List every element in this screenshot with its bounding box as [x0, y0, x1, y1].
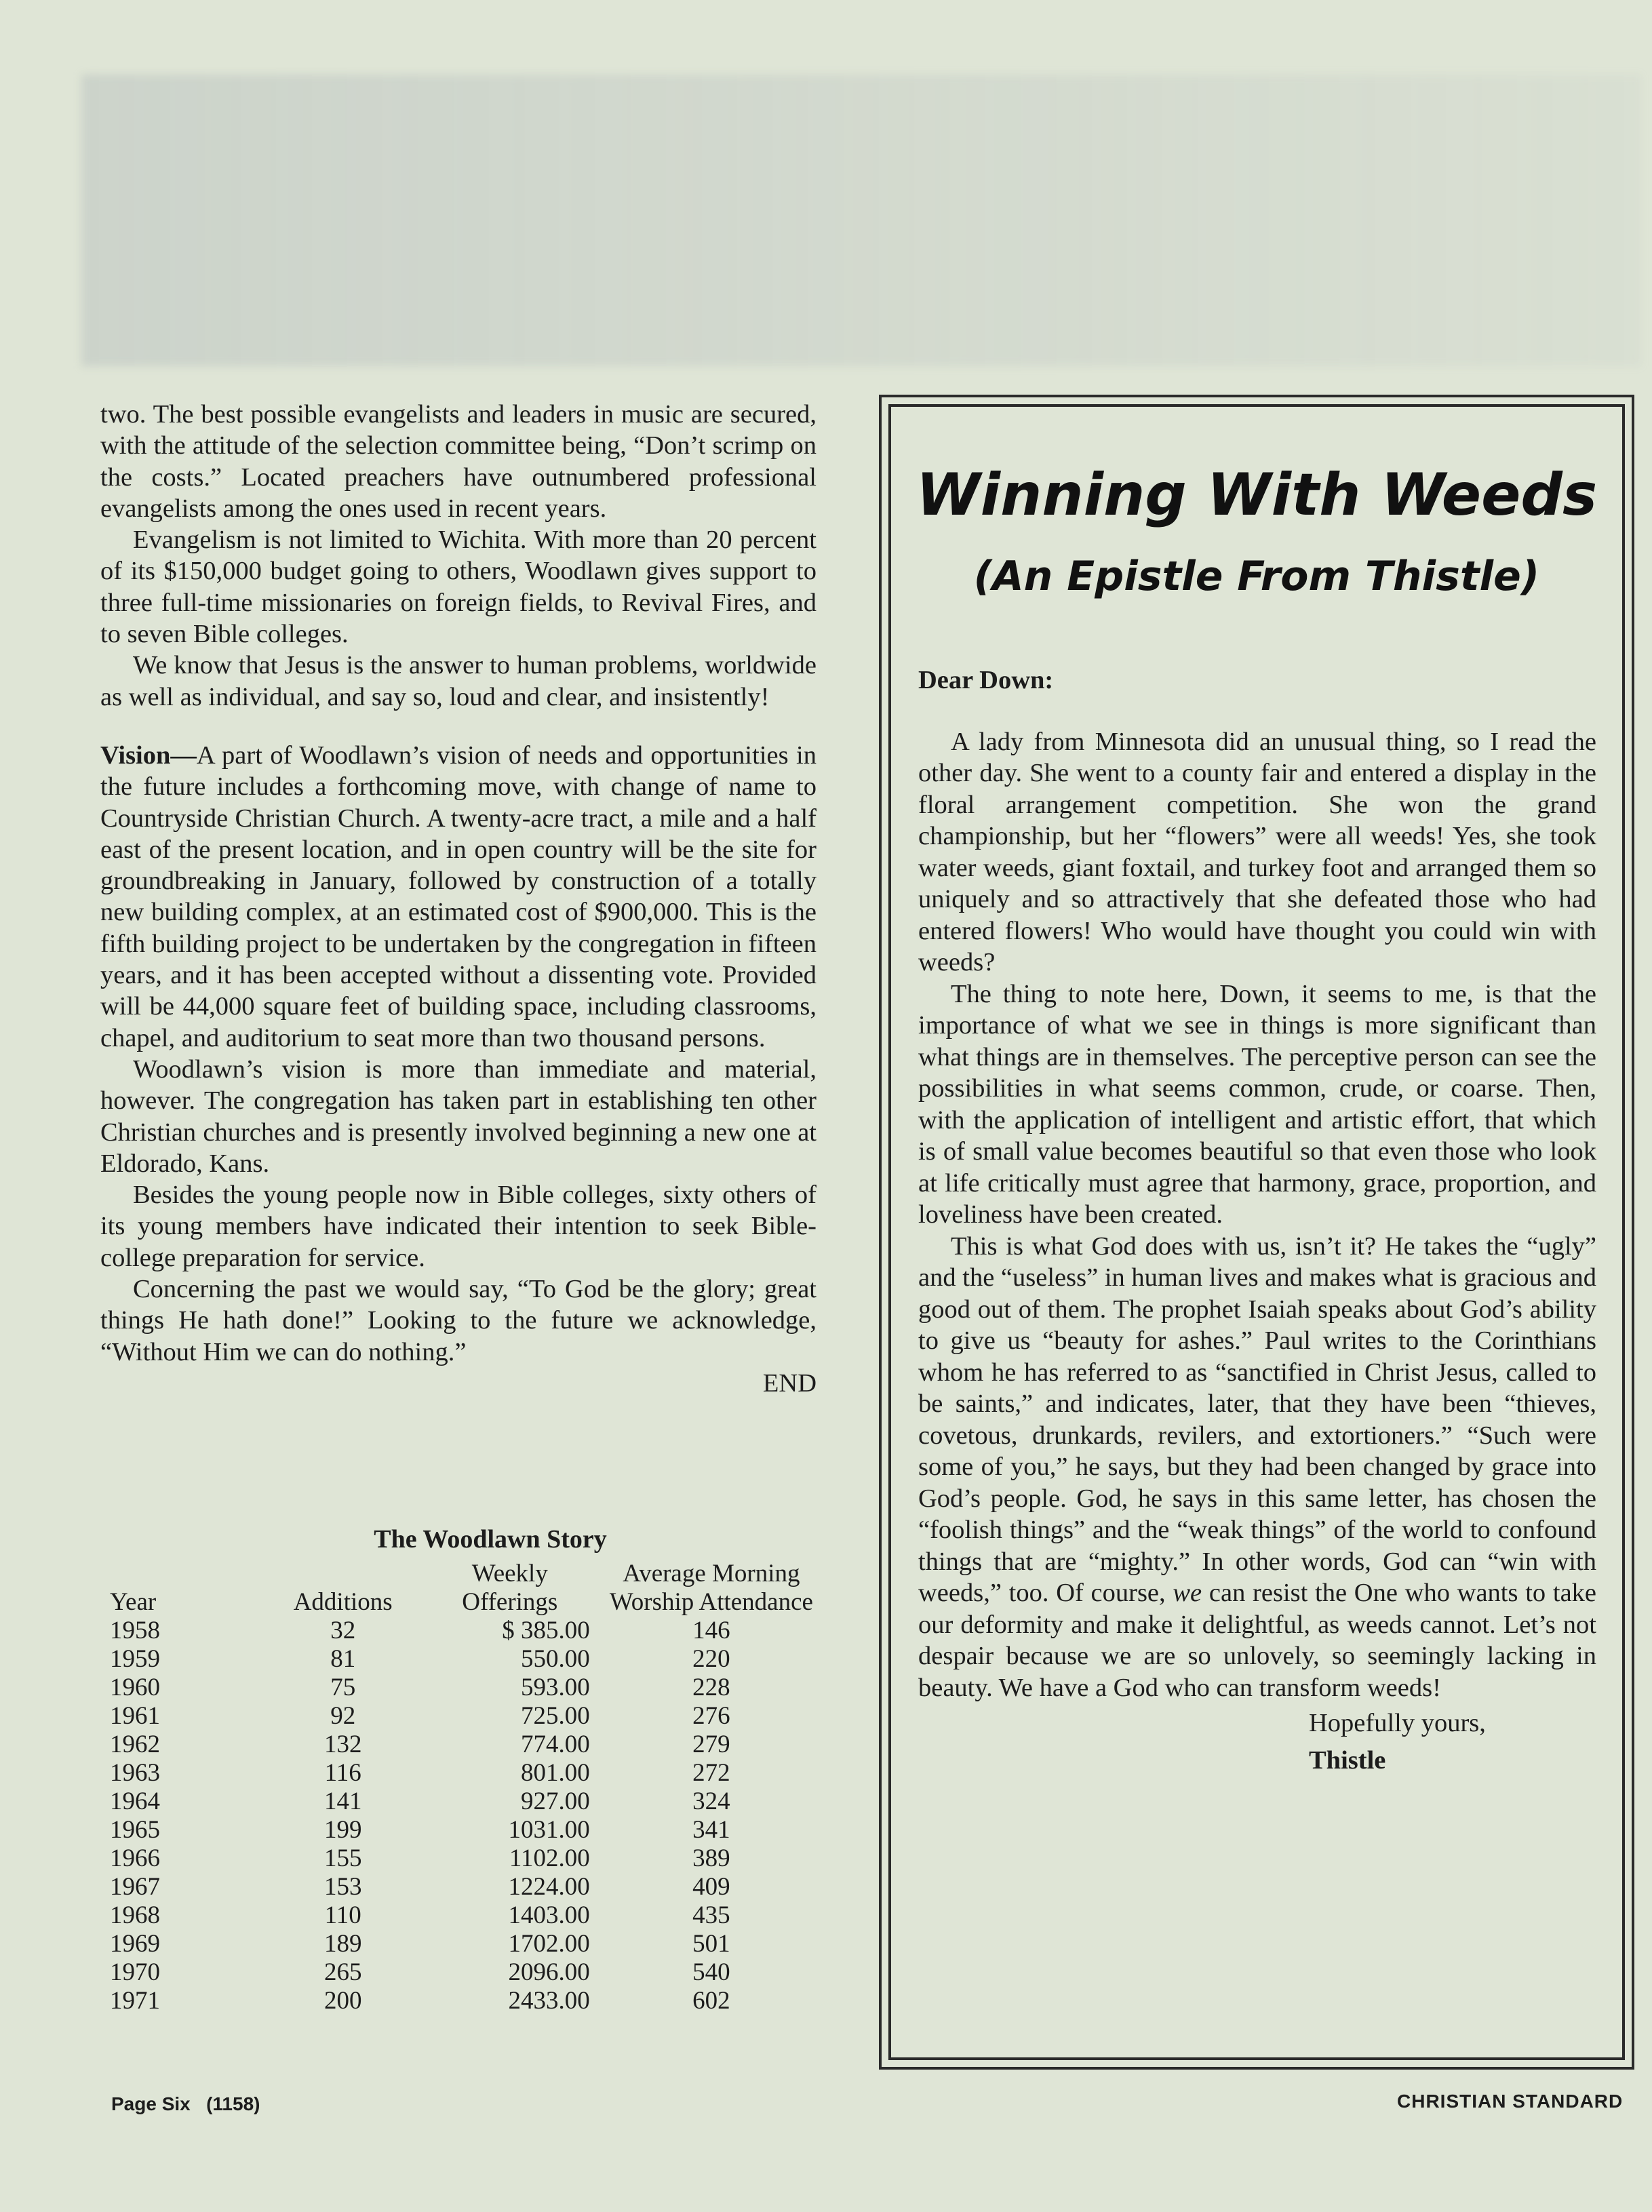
cell-additions: 141 — [323, 1788, 362, 1815]
bleed-through-heading — [81, 75, 1641, 366]
cell-year: 1964 — [110, 1788, 160, 1815]
cell-additions: 110 — [324, 1901, 361, 1929]
table-row — [100, 1788, 826, 1816]
vision-text: A part of Woodlawn’s vision of needs and opportunities in the future includes a forthcoming move, with change of name to Countryside Christian Church. A twenty-acre tract, a mile and a half east of the present location, and in open country will be the site for groundbreaking in January, followed by construction of a totally new building complex, at an estimated cost of $900,000. This is the fifth building project to be undertaken by the congregation in fifteen years, and it has been accepted without a dissenting vote. Provided will be 44,000 square feet of building space, including classrooms, chapel, and auditorium to seat more than two thousand persons. — [100, 740, 817, 1052]
cell-offerings: 2433.00 — [508, 1987, 590, 2015]
table-body — [100, 1617, 826, 2015]
cell-offerings: $ 385.00 — [502, 1617, 590, 1644]
article-column — [100, 399, 817, 1399]
table-row — [100, 1645, 826, 1674]
cell-attendance: 276 — [692, 1702, 730, 1730]
cell-attendance: 409 — [692, 1873, 730, 1901]
cell-attendance: 341 — [692, 1816, 730, 1844]
cell-additions: 116 — [324, 1759, 361, 1787]
cell-additions: 75 — [330, 1674, 356, 1701]
cell-attendance: 501 — [692, 1930, 730, 1958]
cell-attendance: 435 — [692, 1901, 730, 1929]
cell-additions: 199 — [323, 1816, 362, 1844]
cell-offerings: 1403.00 — [508, 1901, 590, 1929]
cell-attendance: 228 — [692, 1674, 730, 1701]
cell-attendance: 220 — [692, 1645, 730, 1673]
vision-heading: Vision— — [100, 740, 197, 770]
cell-year: 1967 — [110, 1873, 160, 1901]
cell-year: 1965 — [110, 1816, 160, 1844]
cell-year: 1969 — [110, 1930, 160, 1958]
cell-year: 1966 — [110, 1844, 160, 1872]
signature: Thistle — [1309, 1745, 1386, 1775]
header-additions: Additions — [293, 1588, 393, 1616]
cell-additions: 189 — [323, 1930, 362, 1958]
cell-offerings: 550.00 — [521, 1645, 590, 1673]
cell-attendance: 602 — [692, 1987, 730, 2015]
closing: Hopefully yours, — [1309, 1709, 1486, 1737]
cell-offerings: 1102.00 — [509, 1844, 590, 1872]
table-row — [100, 1930, 826, 1958]
article-paragraph: Woodlawn’s vision is more than immediate and material, however. The congregation has taken part in establishing ten other Christian churches and is presently involved beginning a new one at Eldorado, Kans. — [100, 1054, 817, 1178]
cell-additions: 132 — [323, 1731, 362, 1758]
cell-year: 1961 — [110, 1702, 160, 1730]
cell-offerings: 1224.00 — [508, 1873, 590, 1901]
article-paragraph: two. The best possible evangelists and leaders in music are secured, with the attitude of the selection committee being, “Don’t scrimp on the costs.” Located preachers have outnumbered professional evangelists among the ones used in recent years. — [100, 400, 817, 523]
table-row — [100, 1702, 826, 1731]
article-paragraph: We know that Jesus is the answer to human problems, worldwide as well as individual, and say so, loud and clear, and insistently! — [100, 651, 817, 711]
cell-offerings: 2096.00 — [508, 1958, 590, 1986]
table-row — [100, 1731, 826, 1759]
woodlawn-story-table — [100, 1524, 826, 2015]
table-row — [100, 1759, 826, 1788]
cell-offerings: 593.00 — [521, 1674, 590, 1701]
epistle-paragraph: A lady from Minnesota did an unusual thing, so I read the other day. She went to a county fair and entered a display in the floral arrangement competition. She won the grand championship, but her “flowers” were all weeds! Yes, she took water weeds, giant foxtail, and turkey foot and arranged them so uniquely and so attractively that she defeated those who had entered flowers! Who would have thought you could win with weeds? — [918, 727, 1596, 976]
cell-additions: 81 — [330, 1645, 356, 1673]
cell-year: 1958 — [110, 1617, 160, 1644]
article-paragraph: Evangelism is not limited to Wichita. With more than 20 percent of its $150,000 budget going to others, Woodlawn gives support to three full-time missionaries on foreign fields, to Revival Fires, and to seven Bible colleges. — [100, 526, 817, 649]
cell-offerings: 801.00 — [521, 1759, 590, 1787]
emphasis-we: we — [1173, 1579, 1202, 1607]
cell-attendance: 324 — [692, 1788, 730, 1815]
cell-additions: 200 — [323, 1987, 362, 2015]
cell-year: 1963 — [110, 1759, 160, 1787]
cell-additions: 32 — [330, 1617, 356, 1644]
cell-attendance: 279 — [692, 1731, 730, 1758]
epistle-text: can resist the One who wants to take our deformity and make it delightful, as weeds cannot. Let’s not despair because we are so unlovely, so seemingly lacking in beauty. We have a God who can transform weeds! — [918, 1579, 1597, 1702]
header-year: Year — [110, 1588, 157, 1616]
epistle-box — [888, 404, 1625, 2060]
cell-attendance: 272 — [692, 1759, 730, 1787]
article-paragraph: Besides the young people now in Bible colleges, sixty others of its young members have indicated their intention to seek Bible-college preparation for service. — [100, 1181, 817, 1272]
publication-name: CHRISTIAN STANDARD — [1397, 2091, 1624, 2112]
table-row — [100, 1844, 826, 1873]
epistle-subtitle: (An Epistle From Thistle) — [973, 553, 1540, 600]
table-row — [100, 1987, 826, 2015]
cell-year: 1962 — [110, 1731, 160, 1758]
end-mark: END — [762, 1368, 817, 1398]
cell-attendance: 540 — [692, 1958, 730, 1986]
epistle-title: Winning With Weeds — [916, 461, 1598, 529]
cell-additions: 155 — [323, 1844, 362, 1872]
table-row — [100, 1674, 826, 1702]
epistle-body — [918, 665, 1596, 1776]
cell-offerings: 774.00 — [521, 1731, 590, 1758]
cell-year: 1968 — [110, 1901, 160, 1929]
epistle-paragraph: The thing to note here, Down, it seems to me, is that the importance of what we see in things is more significant than what things are in themselves. The perceptive person can see the possibilities in what seems common, crude, or coarse. Then, with the application of intelligent and artistic effort, that which is of small value becomes beautiful so that even those who look at life critically must agree that harmony, grace, proportion, and loveliness have been created. — [918, 979, 1596, 1229]
cell-additions: 92 — [330, 1702, 356, 1730]
cell-additions: 265 — [323, 1958, 362, 1986]
cell-year: 1959 — [110, 1645, 160, 1673]
page-number: Page Six (1158) — [111, 2093, 260, 2114]
salutation: Dear Down: — [918, 666, 1054, 694]
cell-attendance: 389 — [692, 1844, 730, 1872]
cell-attendance: 146 — [692, 1617, 730, 1644]
epistle-paragraph — [918, 1231, 1596, 1704]
vision-paragraph — [100, 740, 817, 1054]
cell-year: 1960 — [110, 1674, 160, 1701]
table-row — [100, 1958, 826, 1987]
table-title: The Woodlawn Story — [374, 1525, 607, 1554]
header-attendance: Average Morning Worship Attendance — [609, 1560, 813, 1616]
cell-offerings: 725.00 — [521, 1702, 590, 1730]
cell-additions: 153 — [323, 1873, 362, 1901]
cell-offerings: 927.00 — [521, 1788, 590, 1815]
table-row — [100, 1816, 826, 1844]
table-row — [100, 1901, 826, 1930]
table-row — [100, 1873, 826, 1901]
article-paragraph: Concerning the past we would say, “To God be the glory; great things He hath done!” Looking to the future we acknowledge, “Without Him we can do nothing.” — [100, 1275, 817, 1366]
cell-offerings: 1702.00 — [508, 1930, 590, 1958]
table-header-row — [100, 1560, 826, 1617]
cell-offerings: 1031.00 — [508, 1816, 590, 1844]
epistle-text: This is what God does with us, isn’t it? He takes the “ugly” and the “useless” in human lives and makes what is gracious and good out of them. The prophet Isaiah speaks about God’s ability to give us “beauty for ashes.” Paul writes to the Corinthians whom he has referred to as “sanctified in Christ Jesus, called to be saints,” and indicates, later, that they have been “thieves, covetous, drunkards, revilers, and extortioners.” “Such were some of you,” he says, but they had been changed by grace into God’s people. God, he says in this same letter, has chosen the “foolish things” and the “weak things” of the world to confound things that are “mighty.” In other words, God can “win with weeds,” too. Of course, — [918, 1231, 1596, 1607]
cell-year: 1970 — [110, 1958, 160, 1986]
cell-year: 1971 — [110, 1987, 160, 2015]
stats-table — [100, 1560, 826, 2015]
header-offerings: Weekly Offerings — [462, 1560, 558, 1616]
table-row — [100, 1617, 826, 1645]
